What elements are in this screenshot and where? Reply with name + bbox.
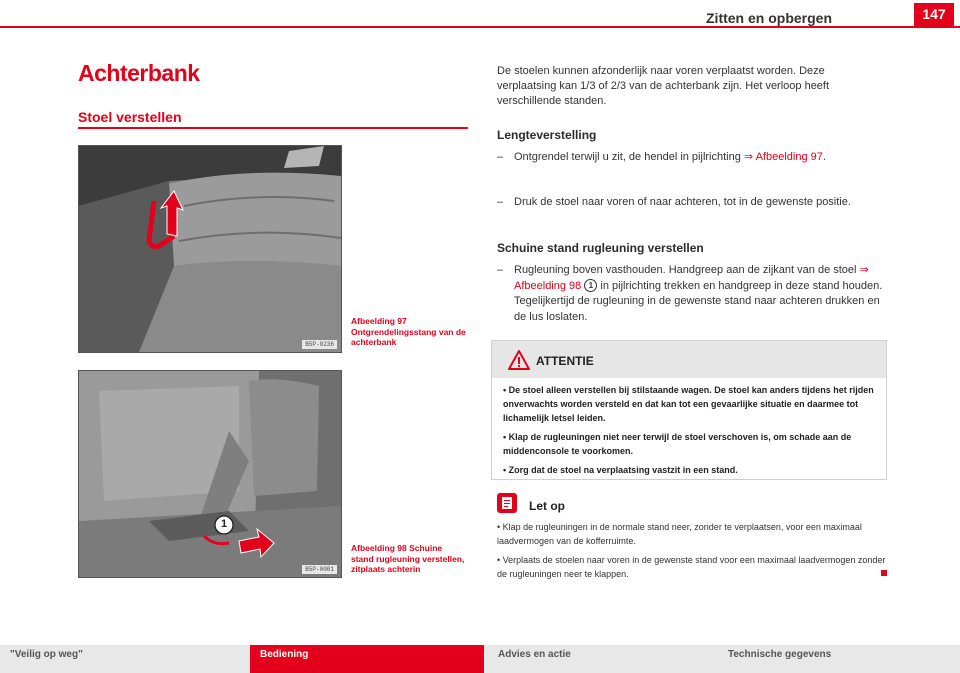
lengte-step-1-text: Ontgrendel terwijl u zit, de hendel in pijlrichting: [514, 151, 741, 163]
lengte-step-2: [497, 195, 887, 211]
figure-97-caption: Afbeelding 97 Ontgrendelingsstang van de achterbank: [351, 316, 466, 347]
footer-tab-technisch[interactable]: Technische gegevens: [728, 649, 832, 660]
dash-marker: –: [497, 196, 504, 208]
warning-item: • Zorg dat de stoel na verplaatsing vastzit in een stand.: [503, 465, 738, 475]
warning-item: • Klap de rugleuningen niet neer terwijl de stoel verschoven is, om schade aan de middenconsole te voorkomen.: [503, 432, 852, 456]
note-item: • Verplaats de stoelen naar voren in de gewenste stand voor een maximaal laadvermogen zonder de rugleuningen neer te klappen.: [497, 555, 886, 579]
figure-98-link[interactable]: ⇒ Afbeelding 98: [514, 264, 869, 292]
callout-1-marker: 1: [584, 279, 597, 292]
footer-tab-bediening[interactable]: Bediening: [250, 645, 484, 673]
note-body: [497, 520, 887, 586]
subsection-rule: [78, 127, 468, 129]
figure-98-code: B5P-0001: [302, 565, 337, 574]
warning-body: [492, 378, 886, 477]
footer-tab-veilig[interactable]: "Veilig op weg": [10, 649, 83, 660]
dash-marker: –: [497, 151, 504, 163]
page-number: 147: [914, 3, 954, 26]
schuine-heading: Schuine stand rugleuning verstellen: [497, 241, 704, 255]
lengte-heading: Lengteverstelling: [497, 128, 597, 142]
figure-97-link[interactable]: ⇒ Afbeelding 97: [743, 151, 823, 163]
dash-marker: –: [497, 264, 504, 276]
header-rule: [0, 26, 960, 28]
intro-paragraph: [497, 64, 887, 109]
schuine-step: [497, 263, 887, 325]
running-header-title: Zitten en opbergen: [706, 10, 832, 26]
figure-98-image: [78, 370, 342, 578]
subsection-title: Stoel verstellen: [78, 109, 182, 125]
warning-box: [491, 340, 887, 480]
footer-tab-advies[interactable]: Advies en actie: [498, 649, 571, 660]
figure-98-caption: Afbeelding 98 Schuine stand rugleuning verstellen, zitplaats achterin: [351, 543, 465, 574]
warning-triangle-icon: [508, 350, 530, 370]
schuine-step-text-a: Rugleuning boven vasthouden. Handgreep aan de zijkant van de stoel: [514, 264, 857, 276]
figure-97-code: B5P-0236: [302, 340, 337, 349]
intro-text: De stoelen kunnen afzonderlijk naar voren verplaatst worden. Deze verplaatsing kan 1/3 of 2/3 van de achterbank zijn. Het verloop heeft verschillende standen.: [497, 65, 830, 107]
warning-item: • De stoel alleen verstellen bij stilstaande wagen. De stoel kan anders tijdens het rijden onverwachts worden versteld en dat kan tot een gevaarlijke situatie en daarmee tot lichamelijk letsel leiden.: [503, 385, 874, 423]
section-end-marker: [881, 570, 887, 576]
warning-title: ATTENTIE: [536, 354, 594, 368]
note-title: Let op: [529, 499, 565, 513]
figure-97-image: [78, 145, 342, 353]
note-item: • Klap de rugleuningen in de normale stand neer, zonder te verplaatsen, voor een maximaal laadvermogen van de kofferruimte.: [497, 522, 862, 546]
lengte-step-2-text: Druk de stoel naar voren of naar achteren, tot in de gewenste positie.: [514, 196, 851, 208]
warning-header: [492, 341, 886, 378]
note-icon: [497, 493, 517, 513]
schuine-step-text-b: in pijlrichting trekken en handgreep in deze stand houden. Tegelijkertijd de rugleuning in de gewenste stand naar achteren drukken en de lus loslaten.: [514, 279, 883, 323]
figure-98-callout: 1: [220, 518, 228, 530]
section-title: Achterbank: [78, 60, 200, 86]
lengte-step-1: – Ontgrendel terwijl u zit, de hendel in pijlrichting ⇒ Afbeelding 97.: [497, 150, 887, 166]
